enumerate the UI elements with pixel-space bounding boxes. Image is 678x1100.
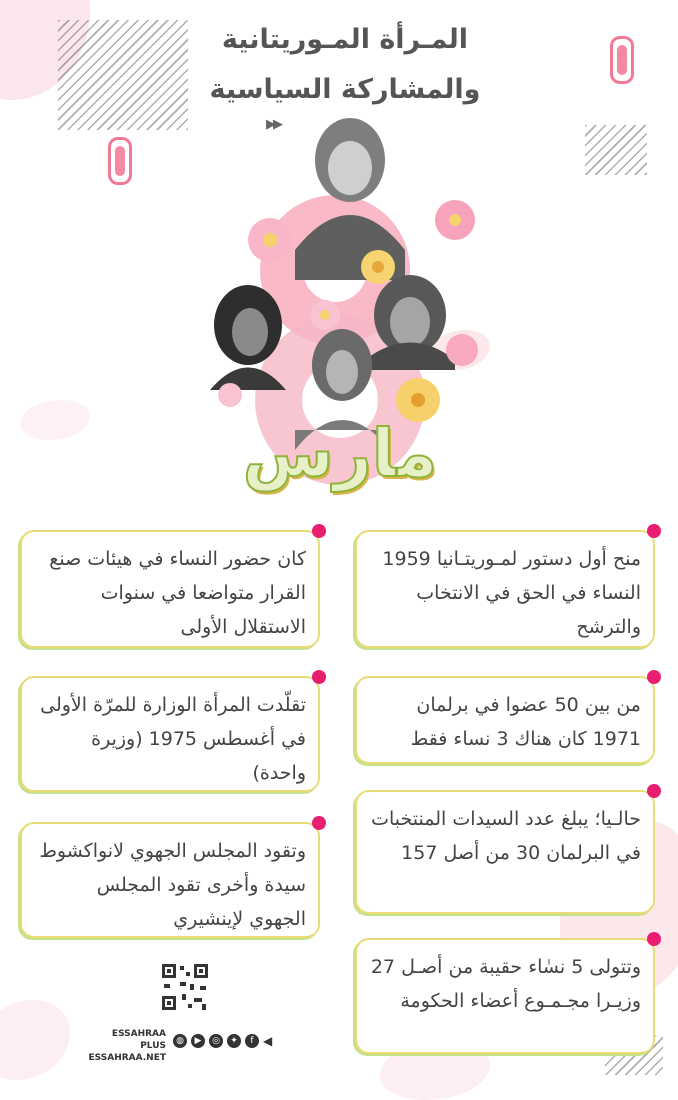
fast-forward-icon: ▶▶ [266, 117, 280, 132]
triangle-icon: ◀ [263, 1034, 273, 1048]
background-petal [20, 400, 90, 440]
fact-text: منح أول دستور لمـوريتـانيا 1959 النساء في الحق في الانتخاب والترشح [382, 548, 641, 638]
fact-card-independence-years [20, 530, 320, 648]
brand-website[interactable]: ESSAHRAA.NET [88, 1053, 166, 1063]
globe-icon[interactable]: ◍ [173, 1034, 187, 1048]
fact-card-first-minister [20, 676, 320, 792]
bullet-dot [647, 524, 661, 538]
bullet-dot [647, 670, 661, 684]
facebook-icon[interactable]: f [245, 1034, 259, 1048]
bullet-dot [312, 816, 326, 830]
fact-card-constitution [355, 530, 655, 648]
pill-decoration [108, 137, 132, 185]
bullet-dot [647, 932, 661, 946]
page-title-line2: والمشاركة السياسية [209, 74, 481, 105]
fact-text: وتتولى 5 نسٰاء حقيبة من أصـل 27 وزيـرا مجـمـوع أعضاء الحكومة [370, 956, 641, 1012]
fact-card-government [355, 938, 655, 1054]
youtube-icon[interactable]: ▶ [191, 1034, 205, 1048]
fact-text: تقلّدت المرأة الوزارة للمرّة الأولى في أغسطس 1975 (وزيرة واحدة) [40, 694, 306, 784]
bullet-dot [312, 670, 326, 684]
fact-card-parliament-1971 [355, 676, 655, 764]
background-petal [0, 1000, 70, 1080]
bullet-dot [647, 784, 661, 798]
brand-name: ESSAHRAA PLUS [111, 1029, 166, 1051]
instagram-icon[interactable]: ◎ [209, 1034, 223, 1048]
bullet-dot [312, 524, 326, 538]
qr-code[interactable] [160, 962, 210, 1012]
brand-block [88, 1028, 166, 1064]
twitter-icon[interactable]: ✦ [227, 1034, 241, 1048]
page-title-line1: المـرأة المـوريتانية [221, 24, 469, 55]
march-title: مارس [242, 415, 438, 492]
hatch-decoration [58, 20, 188, 130]
fact-text: من بين 50 عضوا في برلمان 1971 كان هناك 3 نساء فقط [410, 694, 641, 750]
fact-text: وتقود المجلس الجهوي لانواكشوط سيدة وأخرى تقود المجلس الجهوي لإينشيري [39, 840, 306, 930]
fact-text: حالـيا؛ يبلغ عدد السيدات المنتخبات في البرلمان 30 من أصل 157 [371, 808, 641, 864]
fact-text: كان حضور النساء في هيئات صنع القرار متواضعا في سنوات الاستقلال الأولى [49, 548, 306, 638]
fact-card-regional-councils [20, 822, 320, 938]
fact-card-current-parliament [355, 790, 655, 914]
hatch-decoration [585, 125, 647, 175]
pill-decoration [610, 36, 634, 84]
